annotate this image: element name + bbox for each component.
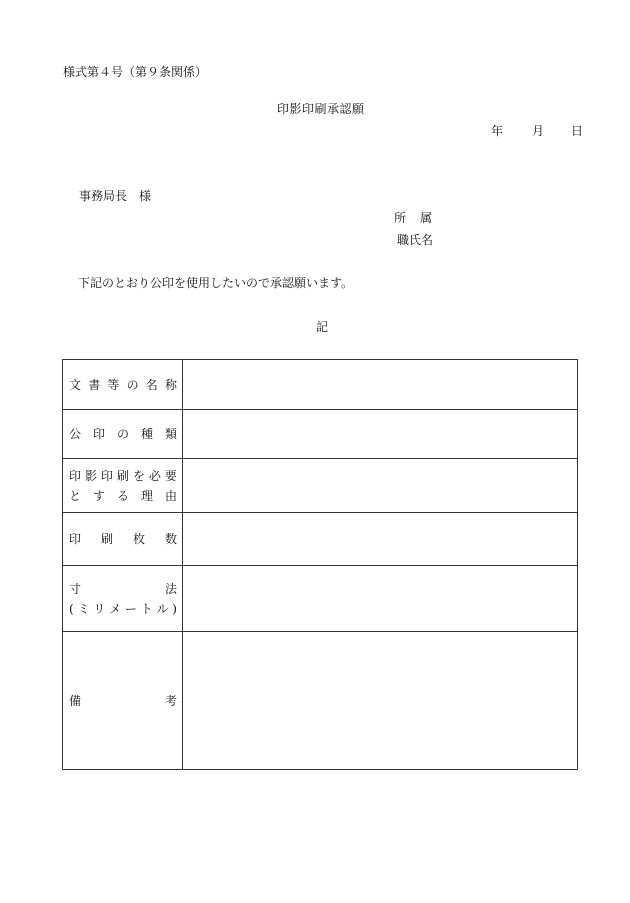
dimensions-field[interactable] (183, 566, 578, 632)
detail-table (62, 359, 578, 770)
row-label-seal-type (63, 410, 183, 459)
label-char: 称 (164, 377, 177, 392)
label-char: 印 (92, 427, 105, 441)
label-char: 枚 (132, 532, 145, 546)
row-label-reason (63, 459, 183, 513)
table-row-print-count (63, 513, 578, 566)
row-label-line (69, 490, 177, 502)
label-char: 等 (107, 377, 120, 392)
addressee: 事務局長 様 (79, 189, 152, 203)
table-row-document-name (63, 360, 578, 410)
label-char: す (92, 488, 105, 503)
row-label-line (69, 379, 177, 391)
label-char: ミ (77, 601, 90, 616)
label-char: 要 (164, 468, 177, 483)
remarks-field[interactable] (183, 632, 578, 770)
label-char: 書 (88, 377, 101, 392)
label-char: 類 (164, 427, 177, 441)
label-char: 備 (69, 693, 82, 708)
row-label-dimensions (63, 566, 183, 632)
label-char: ( (69, 601, 74, 616)
label-char: の (116, 427, 129, 441)
print-count-field[interactable] (183, 513, 578, 566)
label-char: 刷 (116, 468, 129, 483)
label-char: ト (140, 601, 153, 616)
label-char: メ (109, 601, 122, 616)
date-day-label: 日 (571, 124, 584, 138)
label-char: 名 (145, 377, 158, 392)
label-char: 印 (69, 532, 82, 546)
form-number: 様式第４号（第９条関係） (63, 65, 208, 79)
table-row-reason (63, 459, 578, 513)
label-char: ) (172, 601, 177, 616)
document-title: 印影印刷承認願 (277, 102, 365, 116)
label-char: る (116, 488, 129, 503)
document-name-field[interactable] (183, 360, 578, 410)
reason-field[interactable] (183, 459, 578, 513)
label-char: 数 (164, 532, 177, 546)
label-char: 刷 (100, 532, 113, 546)
request-statement: 下記のとおり公印を使用したいので承認願います。 (78, 276, 354, 290)
label-char: 必 (148, 468, 161, 483)
label-char: リ (93, 601, 106, 616)
table-row-dimensions (63, 566, 578, 632)
label-char: 理 (140, 488, 153, 503)
label-char: 印 (69, 468, 82, 483)
row-label-line (69, 583, 177, 595)
row-label-line (69, 470, 177, 482)
label-char: と (69, 488, 82, 503)
label-char: の (126, 377, 139, 392)
label-char: を (132, 468, 145, 483)
label-char: 考 (164, 693, 177, 708)
row-label-remarks (63, 632, 183, 770)
label-char: ル (156, 601, 169, 616)
row-label-line (69, 533, 177, 545)
label-char: 法 (164, 581, 177, 596)
label-char: 寸 (69, 581, 82, 596)
label-char: 印 (100, 468, 113, 483)
date-year-label: 年 (491, 124, 504, 138)
label-char: 種 (140, 427, 153, 441)
table-row-remarks (63, 632, 578, 770)
label-char: 公 (69, 427, 82, 441)
row-label-line (69, 428, 177, 440)
table-row-seal-type (63, 410, 578, 459)
row-label-line (69, 695, 177, 707)
affiliation-label: 所 属 (394, 211, 434, 225)
label-char: ー (124, 601, 137, 616)
label-char: 文 (69, 377, 82, 392)
label-char: 由 (164, 488, 177, 503)
row-label-line (69, 603, 177, 615)
record-heading: 記 (316, 320, 329, 334)
date-month-label: 月 (532, 124, 545, 138)
row-label-document-name (63, 360, 183, 410)
name-title-label: 職氏名 (397, 233, 434, 247)
seal-type-field[interactable] (183, 410, 578, 459)
row-label-print-count (63, 513, 183, 566)
label-char: 影 (84, 468, 97, 483)
